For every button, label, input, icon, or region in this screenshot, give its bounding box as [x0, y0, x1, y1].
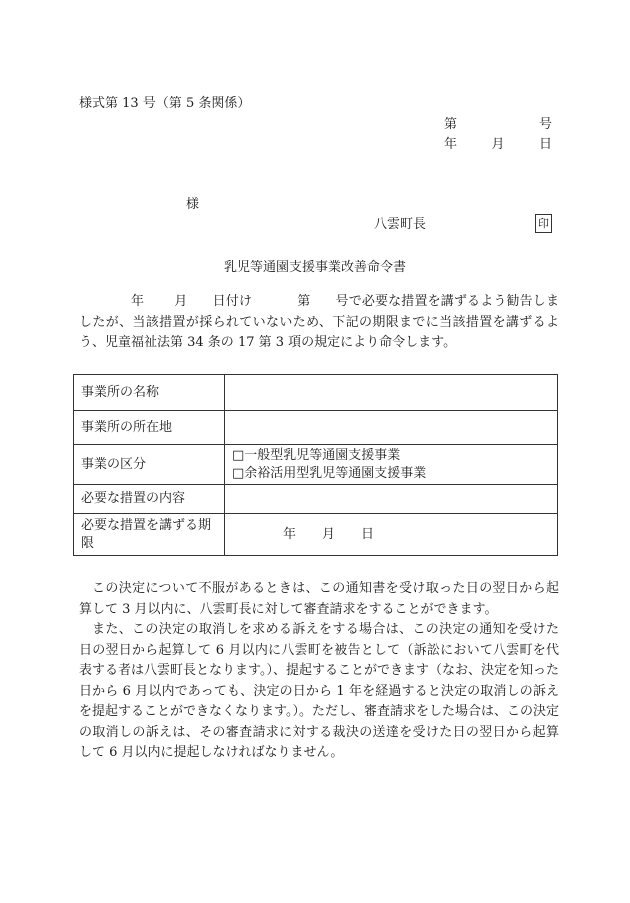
required-measures-value	[225, 485, 558, 514]
deadline-value	[225, 514, 558, 556]
lawsuit-notice-paragraph: また、この決定の取消しを求める訴えをする場合は、この決定の通知を受けた日の翌日から起算して 6 月以内に八雲町を被告として（訴訟において八雲町を代表する者は八雲町長となります。）、提起することができます（なお、決定を知った日から 6 月以内であっても、決定の日から 1 年を経過すると決定の取消しの訴えを提起することができなくなります。）。ただし、審査請求をした場合は、この決定の取消しの訴えは、その審査請求に対する裁決の送達を受けた日の翌日から起算して 6 月以内に提起しなければなりません。	[79, 622, 559, 760]
issue-date-line	[444, 137, 552, 153]
issue-date-day: 日	[538, 137, 552, 152]
document-number-line	[444, 117, 552, 133]
document-number-suffix: 号	[538, 117, 552, 132]
table-row	[74, 514, 558, 556]
intro-month: 月	[174, 294, 188, 309]
row-label-deadline: 必要な措置を講ずる期限	[74, 514, 225, 556]
intro-dated: 日付け	[212, 294, 253, 309]
order-details-table	[73, 374, 558, 556]
addressee-honorific: 様	[186, 197, 200, 212]
table-row	[74, 485, 558, 514]
issue-date-month: 月	[491, 137, 505, 152]
business-type-option-general: □一般型乳児等通園支援事業	[232, 447, 401, 463]
deadline-month: 月	[322, 526, 336, 542]
intro-number-prefix: 第	[297, 294, 311, 309]
row-label-office-name: 事業所の名称	[74, 375, 225, 411]
intro-paragraph	[79, 292, 559, 354]
table-row	[74, 445, 558, 485]
intro-text: 号で必要な措置を講ずるよう勧告しましたが、当該措置が採られていないため、下記の期限までに当該措置を講ずるよう、児童福祉法第 34 条の 17 第 3 項の規定により命令します。	[79, 294, 559, 350]
deadline-day: 日	[361, 526, 375, 542]
table-row	[74, 411, 558, 445]
document-title: 乳児等通園支援事業改善命令書	[223, 260, 406, 275]
issue-date-year: 年	[444, 137, 458, 152]
business-type-option-spare-capacity: □余裕活用型乳児等通園支援事業	[232, 465, 427, 481]
intro-year: 年	[131, 294, 145, 309]
row-label-business-type: 事業の区分	[74, 445, 225, 485]
document-number-prefix: 第	[444, 117, 458, 132]
business-type-options	[225, 445, 558, 485]
office-address-value	[225, 411, 558, 445]
seal-mark: 印	[535, 214, 552, 233]
table-row	[74, 375, 558, 411]
form-number-label: 様式第 13 号（第 5 条関係）	[79, 96, 251, 111]
deadline-year: 年	[283, 526, 297, 542]
row-label-required-measures: 必要な措置の内容	[74, 485, 225, 514]
row-label-office-address: 事業所の所在地	[74, 411, 225, 445]
office-name-value	[225, 375, 558, 411]
appeal-notice-paragraph: この決定について不服があるときは、この通知書を受け取った日の翌日から起算して 3 月以内に、八雲町長に対して審査請求をすることができます。	[79, 581, 559, 617]
issuer-name: 八雲町長	[374, 217, 427, 232]
